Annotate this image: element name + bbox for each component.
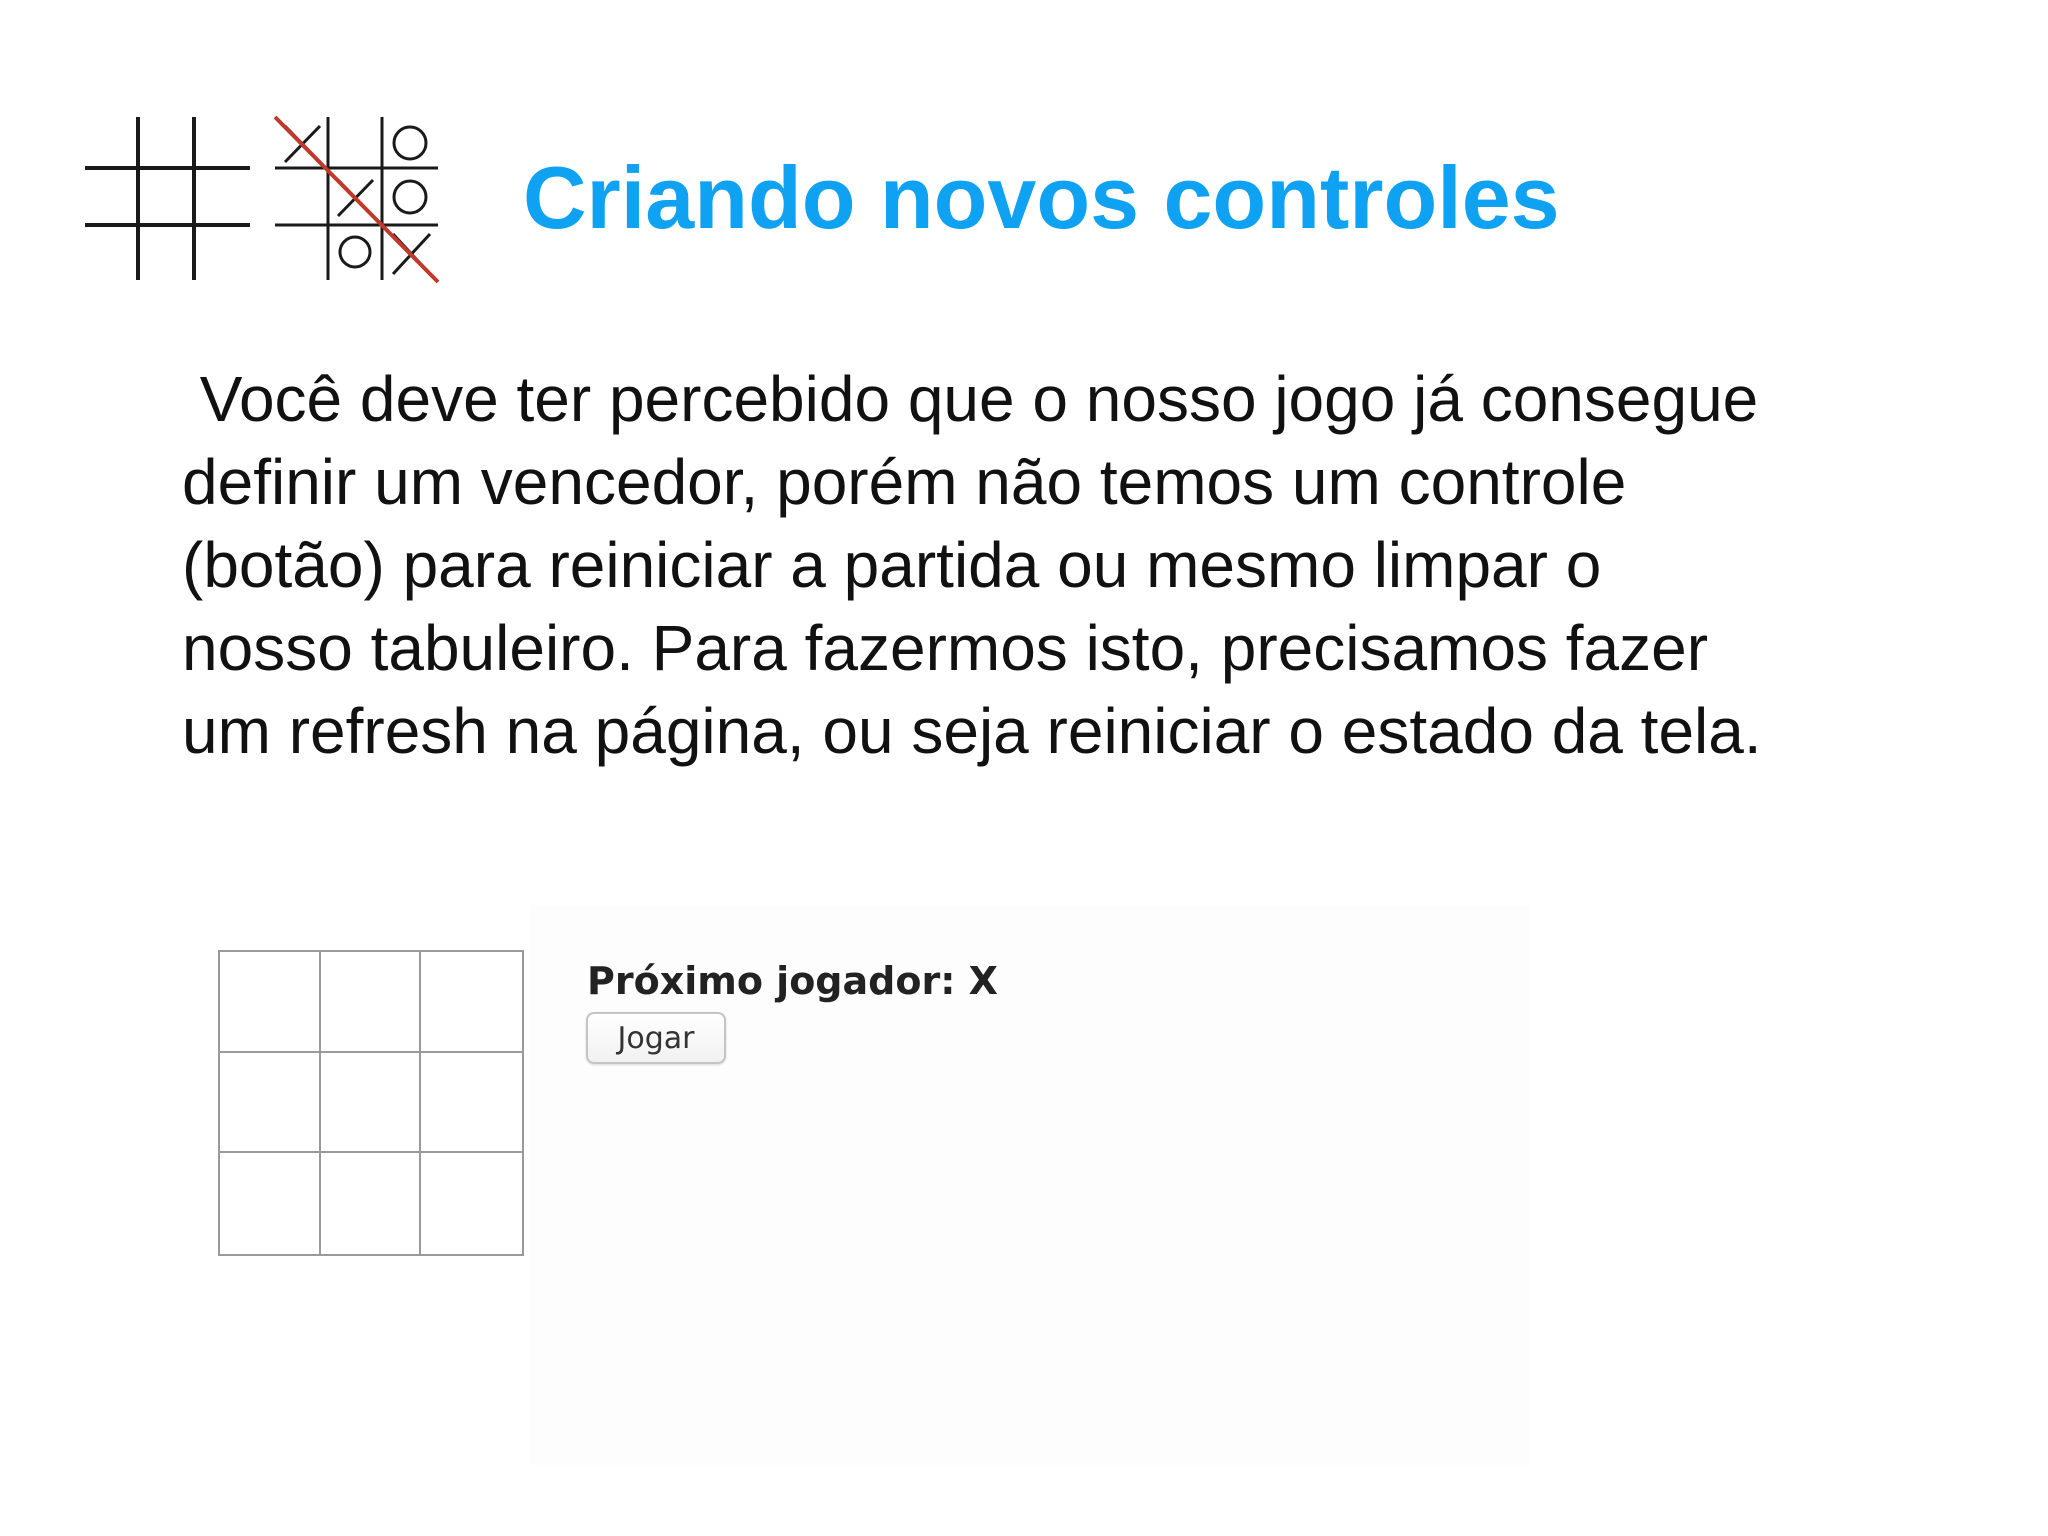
won-game-grid-icon bbox=[275, 117, 438, 282]
next-player-label: Próximo jogador: X bbox=[587, 959, 998, 1003]
tic-tac-toe-logo bbox=[80, 112, 450, 287]
slide-body-text bbox=[182, 358, 1962, 773]
empty-grid-icon bbox=[85, 117, 250, 280]
board-cell[interactable] bbox=[321, 1153, 422, 1254]
body-line: (botão) para reiniciar a partida ou mesmo limpar o bbox=[182, 529, 1602, 601]
board-cell[interactable] bbox=[220, 1153, 321, 1254]
slide-title: Criando novos controles bbox=[523, 148, 1560, 247]
next-player-status bbox=[587, 958, 998, 1004]
board-cell[interactable] bbox=[321, 952, 422, 1053]
board-cell[interactable] bbox=[220, 952, 321, 1053]
body-line: Você deve ter percebido que o nosso jogo já consegue bbox=[182, 363, 1759, 435]
board-cell[interactable] bbox=[220, 1053, 321, 1154]
body-line: um refresh na página, ou seja reiniciar o estado da tela. bbox=[182, 695, 1762, 767]
board-cell[interactable] bbox=[421, 1053, 522, 1154]
board-cell[interactable] bbox=[421, 952, 522, 1053]
play-button[interactable]: Jogar bbox=[586, 1012, 726, 1064]
body-line: nosso tabuleiro. Para fazermos isto, precisamos fazer bbox=[182, 612, 1708, 684]
body-line: definir um vencedor, porém não temos um controle bbox=[182, 446, 1627, 518]
board-cell[interactable] bbox=[421, 1153, 522, 1254]
game-board bbox=[218, 950, 524, 1256]
board-cell[interactable] bbox=[321, 1053, 422, 1154]
